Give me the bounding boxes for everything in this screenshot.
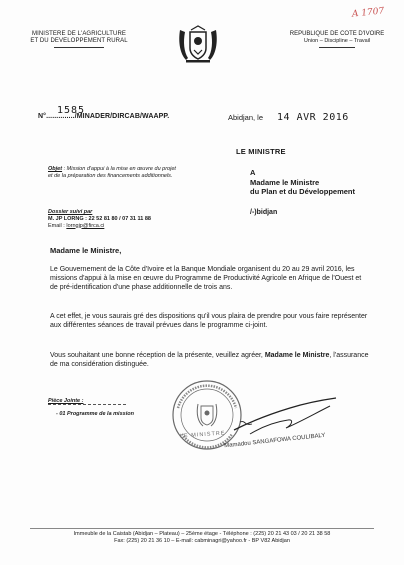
header-divider — [54, 47, 104, 48]
republic-name: REPUBLIQUE DE COTE D'IVOIRE — [289, 31, 385, 37]
email-label: Email : — [48, 222, 67, 229]
closing-addressee: Madame le Ministre — [264, 352, 330, 359]
paragraph-closing — [50, 351, 370, 369]
email-link[interactable]: lorngjp@firca.ci — [66, 222, 105, 229]
signatory-name: Mamadou SANGAFOWA COULIBALY — [223, 432, 326, 450]
stamp-text: LE MINISTRE — [179, 430, 226, 440]
header-divider — [319, 47, 355, 48]
attachment-item: - 01 Programme de la mission — [56, 411, 134, 417]
paragraph-2: A cet effet, je vous saurais gré des dispositions qu'il vous plaira de prendre pour vous faire représenter aux différentes séances de travail prévues dans le programme ci-joint. — [50, 313, 368, 330]
ministry-name-line2: ET DU DEVELOPPEMENT RURAL — [30, 38, 128, 44]
reference-prefix: N° — [38, 113, 47, 120]
subject-label: Objet — [48, 166, 63, 172]
sender-title: LE MINISTRE — [236, 147, 286, 156]
recipient-line1: A — [250, 168, 256, 177]
date-stamp: 14 AVR 2016 — [277, 112, 349, 123]
salutation: Madame le Ministre, — [50, 246, 122, 255]
republic-motto: Union – Discipline – Travail — [303, 38, 371, 44]
contact-block — [48, 209, 188, 229]
footer-divider — [30, 528, 374, 529]
attachments-label-text: Pièce Jointe — [48, 398, 81, 404]
coat-of-arms-icon — [176, 24, 220, 64]
contact-line: M. JP LORNG : 22 52 81 80 / 07 31 11 88 — [48, 215, 151, 222]
ministry-header — [14, 31, 144, 48]
attachments-divider — [48, 404, 126, 405]
reference-number: 1585 — [57, 105, 86, 116]
recipient-city: /-)bidjan — [250, 209, 278, 216]
reference-code: /MINADER/DIRCAB/WAAPP. — [74, 113, 170, 120]
reference-dots: .............. — [46, 113, 75, 120]
contact-label: Dossier suivi par — [48, 209, 93, 215]
footer — [30, 531, 374, 545]
date-place: Abidjan, le — [228, 113, 264, 122]
contact-email-line — [48, 223, 188, 230]
closing-text-a: Vous souhaitant une bonne réception de la présente, veuillez agréer, — [50, 352, 265, 359]
date-line — [228, 112, 349, 123]
attachments-label-suffix: : — [80, 398, 84, 404]
republic-header — [282, 31, 392, 48]
ministry-name-line1: MINISTERE DE L'AGRICULTURE — [32, 31, 126, 37]
footer-contact: Fax: (225) 20 21 36 10 – E-mail: cabminagri@yahoo.fr - BP V82 Abidjan — [114, 538, 290, 544]
handwritten-annotation: A 1707 — [351, 6, 385, 20]
subject-block — [48, 166, 178, 179]
subject-text: : Mission d'appui à la mise en œuvre du projet et de la préparation des financements additionnels. — [48, 166, 176, 179]
recipient-line2: Madame le Ministre — [250, 177, 320, 187]
recipient-line3: du Plan et du Développement — [250, 187, 356, 196]
closing-text-b: , l'assurance de ma considération distinguée. — [50, 352, 369, 369]
paragraph-1: Le Gouvernement de la Côte d'Ivoire et la Banque Mondiale organisent du 20 au 29 avril 2016, les missions d'appui à la mise en œuvre du Programme de Productivité Agricole en Afrique de l'Ouest et de pré-identification d'une phase additionnelle de trois ans. — [50, 266, 362, 292]
recipient-block — [250, 168, 355, 197]
footer-address: Immeuble de la Caistab (Abidjan – Plateau) – 25ème étage - Téléphone : (225) 20 21 43 03 / 20 21 38 58 — [73, 531, 331, 537]
